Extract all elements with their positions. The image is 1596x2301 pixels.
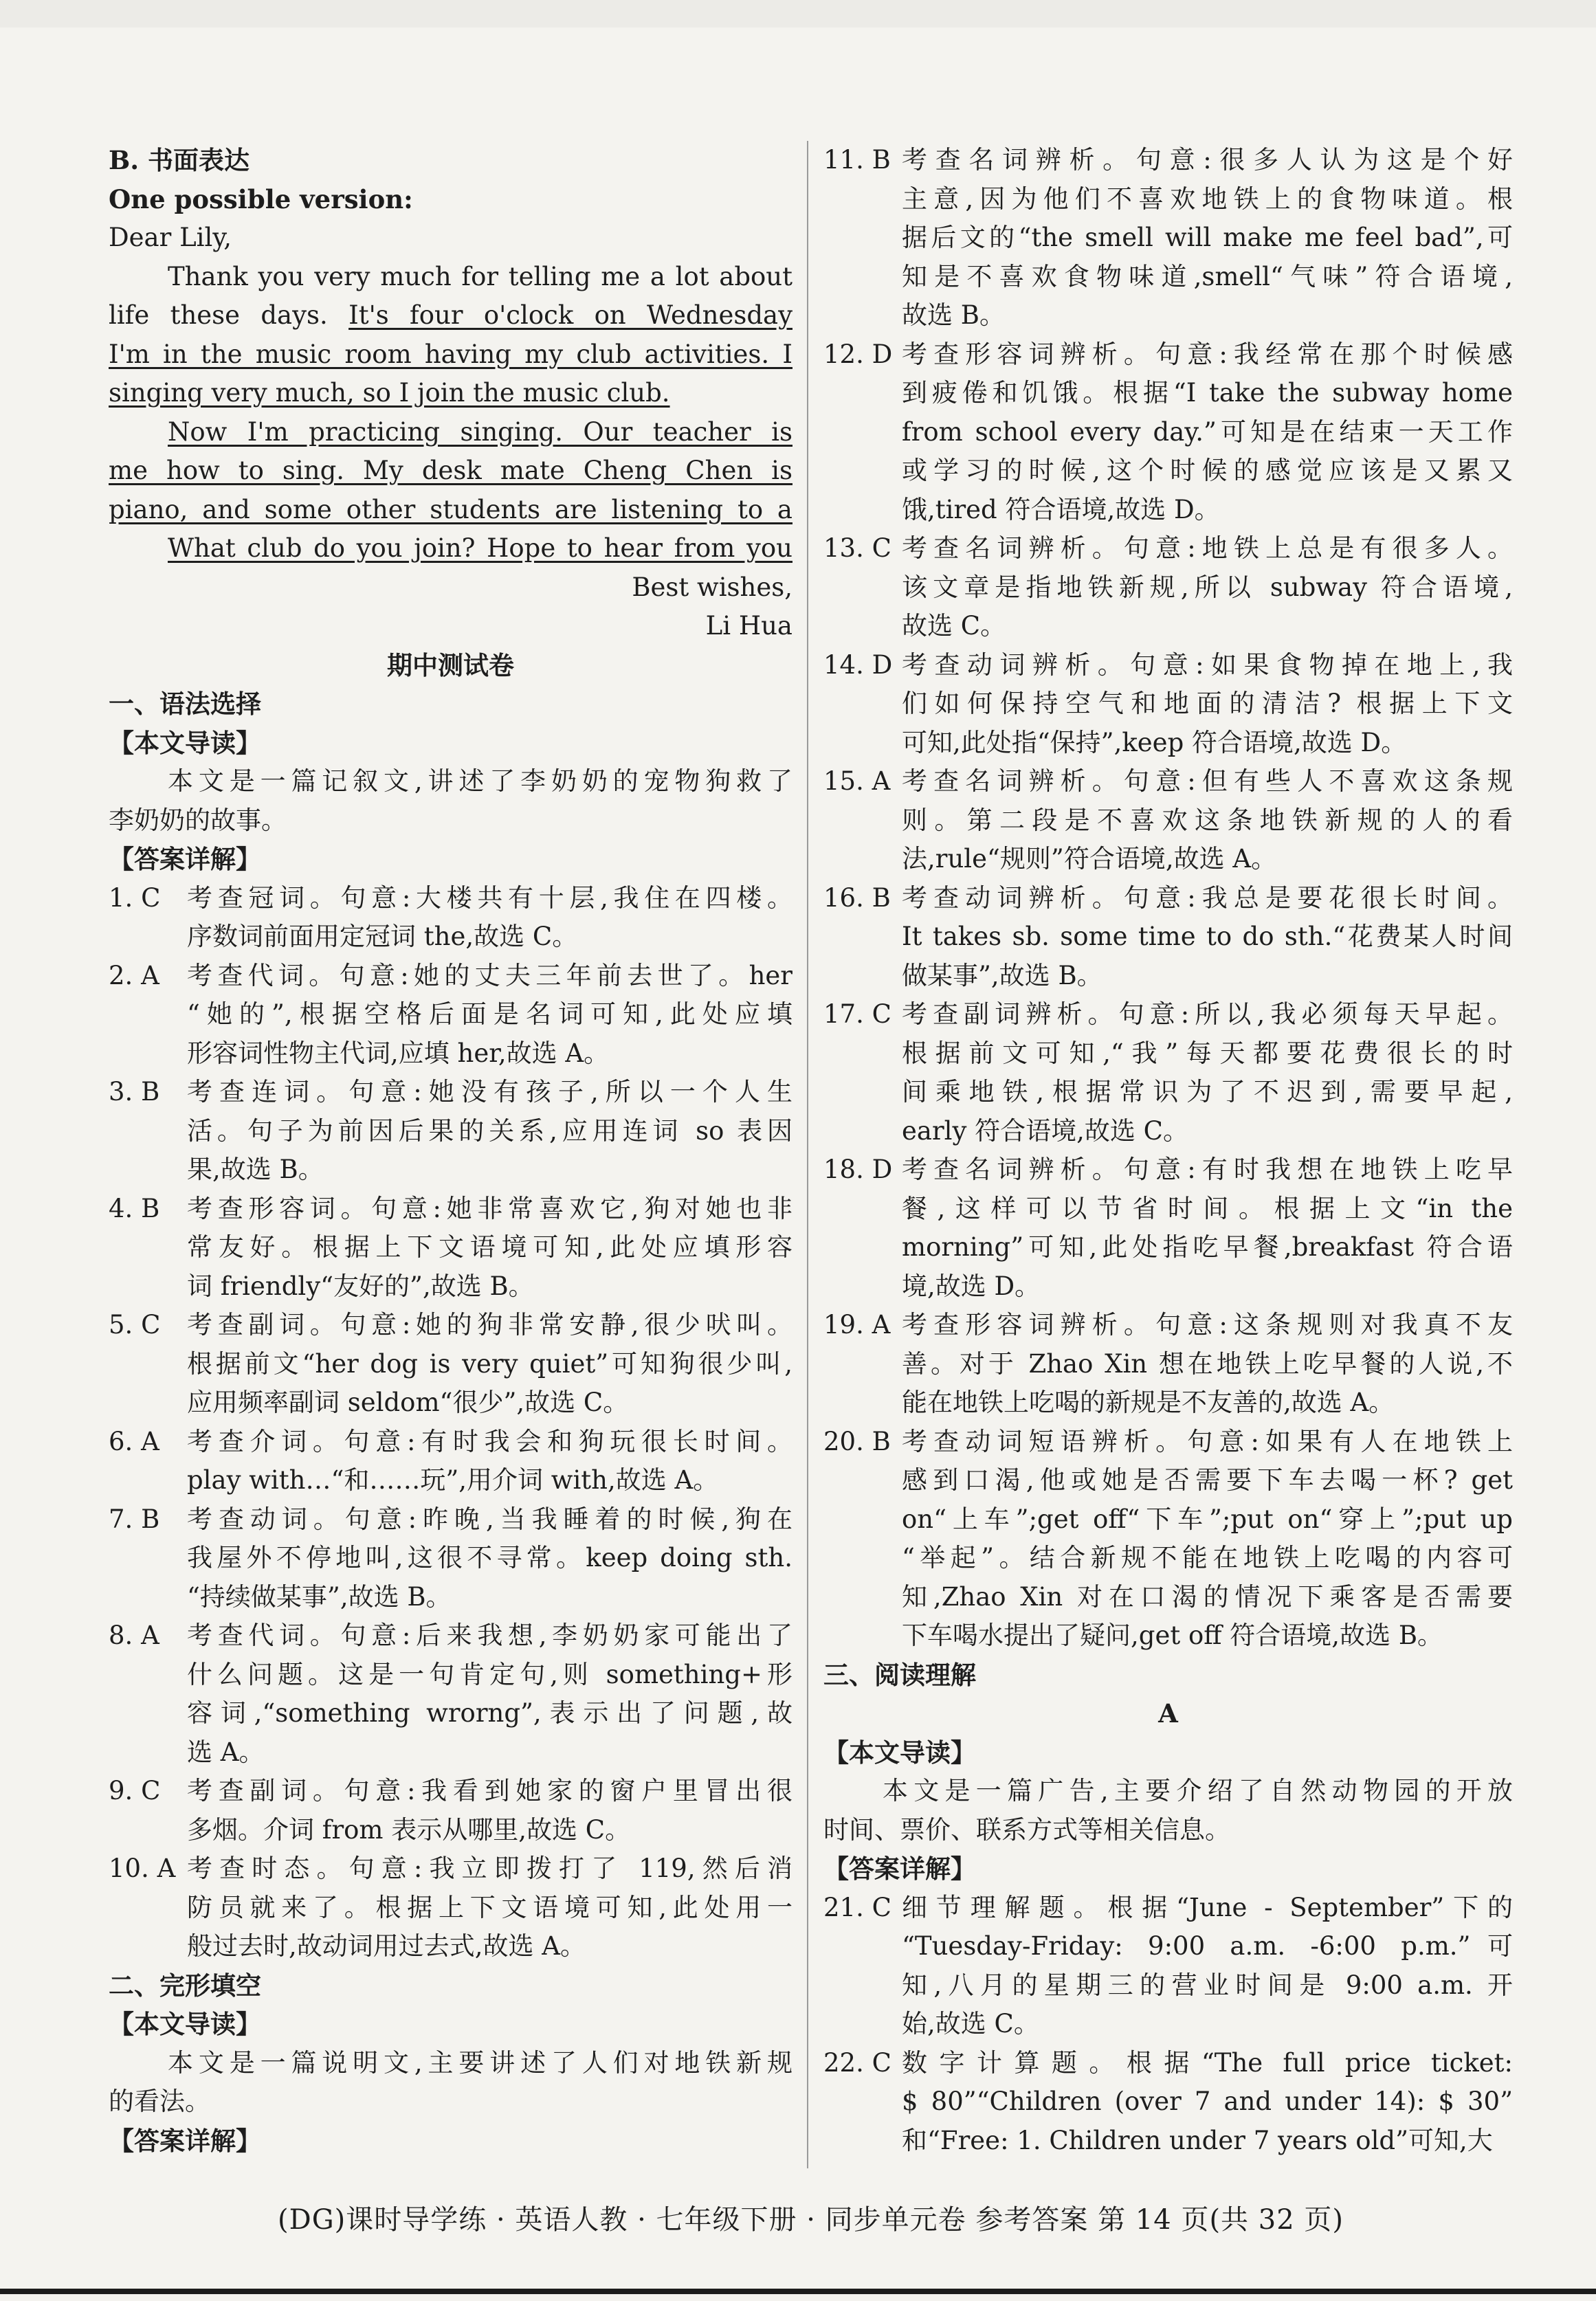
answer-explanation-cont: 般过去时,故动词用过去式,故选 A。 [187,1931,586,1961]
answer-explanation: 考查代词。句意:后来我想,李奶奶家可能出了 [187,1621,793,1650]
answer-explanation-cont: 故选 C。 [902,611,1006,641]
answer-item [823,995,1513,1034]
text-line: 本文是一篇记叙文,讲述了李奶奶的宠物狗救了 [168,766,793,796]
answer-number: 7. B [109,1504,160,1534]
answer-number: 9. C [109,1776,161,1805]
answer-explanation-cont: 做某事”,故选 B。 [902,960,1102,990]
answer-explanation-cont: “Tuesday-Friday: 9:00 a.m. -6:00 p.m.”可 [902,1931,1513,1961]
answer-explanation: 考查形容词。句意:她非常喜欢它,狗对她也非 [187,1193,793,1223]
text-line: Thank you very much for telling me a lot about [168,261,793,291]
underlined-letter-text: singing very much, so I join the music club. [109,378,670,408]
text-line: 期中测试卷 [387,649,514,680]
answer-explanation-cont: 感到口渴,他或她是否需要下车去喝一杯? get [902,1465,1513,1495]
answer-explanation-cont: 法,rule“规则”符合语境,故选 A。 [902,844,1277,874]
answer-explanation-cont: $ 80”“Children (over 7 and under 14): $ 30” [902,2087,1513,2116]
answer-number: 17. C [823,999,891,1029]
answer-explanation: 考查副词。句意:她的狗非常安静,很少吠叫。 [187,1310,793,1340]
answer-item [109,1500,793,1539]
answer-explanation: 考查介词。句意:有时我会和狗玩很长时间。 [187,1426,793,1456]
answer-explanation: 考查动词短语辨析。句意:如果有人在地铁上 [902,1426,1513,1456]
text-line: A [1158,1698,1178,1728]
answer-explanation: 考查形容词辨析。句意:这条规则对我真不友 [902,1310,1513,1340]
underlined-letter-text: Now I'm practicing singing. Our teacher is [168,416,793,447]
answer-item [109,1616,793,1656]
answer-explanation: 考查代词。句意:她的丈夫三年前去世了。her [187,960,793,990]
text-line: 【本文导读】 [109,2009,261,2039]
answer-explanation: 数字计算题。根据“The full price ticket: [902,2047,1513,2078]
underlined-letter-text: What club do you join? Hope to hear from you [168,533,793,563]
text-line: 【答案详解】 [109,844,261,874]
column-divider [807,141,808,2168]
answer-item [823,529,1513,568]
text-line: 【答案详解】 [823,1854,976,1884]
text-line [109,491,793,530]
underlined-letter-text: me how to sing. My desk mate Cheng Chen is [109,456,793,485]
answer-explanation-cont: 始,故选 C。 [902,2009,1039,2038]
answer-item [823,335,1513,375]
answer-explanation: 考查名词辨析。句意:但有些人不喜欢这条规 [902,766,1513,796]
answer-explanation-cont: 则。第二段是不喜欢这条地铁新规的人的看 [902,805,1513,835]
answer-explanation-cont: 主意,因为他们不喜欢地铁上的食物味道。根 [902,184,1513,214]
answer-explanation: 考查动词辨析。句意:如果食物掉在地上,我 [902,649,1513,680]
answer-number: 2. A [109,960,159,990]
answer-explanation-cont: 故选 B。 [902,300,1005,330]
answer-explanation-cont: 常友好。根据上下文语境可知,此处应填形容 [187,1232,793,1262]
answer-explanation-cont: 能在地铁上吃喝的新规是不友善的,故选 A。 [902,1388,1395,1417]
answer-explanation: 考查副词辨析。句意:所以,我必须每天早起。 [902,999,1513,1029]
answer-explanation: 考查副词。句意:我看到她家的窗户里冒出很 [187,1776,793,1805]
text-line: Li Hua [705,611,793,641]
underlined-letter-text: It's four o'clock on Wednesday [348,300,793,330]
answer-explanation: 细节理解题。根据“June - September”下的 [902,1892,1513,1922]
answer-number: 8. A [109,1621,159,1650]
answer-explanation-cont: 多烟。介词 from 表示从哪里,故选 C。 [187,1814,631,1845]
answer-number: 15. A [823,766,891,796]
answer-explanation-cont: 形容词性物主代词,应填 her,故选 A。 [187,1038,610,1068]
answer-explanation-cont: 饿,tired 符合语境,故选 D。 [902,494,1220,524]
answer-number: 10. A [109,1854,176,1883]
answer-explanation: 考查名词辨析。句意:地铁上总是有很多人。 [902,533,1513,563]
answer-item [823,1423,1513,1462]
answer-explanation-cont: 下车喝水提出了疑问,get off 符合语境,故选 B。 [902,1621,1443,1650]
letter-text: life these days. [109,300,349,330]
text-line [109,296,793,335]
answer-explanation-cont: 果,故选 B。 [187,1155,324,1184]
answer-number: 19. A [823,1310,891,1340]
answer-explanation: 考查名词辨析。句意:有时我想在地铁上吃早 [902,1155,1513,1184]
text-line [109,335,793,375]
answer-item [109,1190,793,1229]
answer-explanation-cont: 据后文的“the smell will make me feel bad”,可 [902,223,1513,252]
text-line [109,452,793,491]
answer-item [823,141,1513,180]
answer-item [823,762,1513,801]
answer-number: 4. B [109,1193,160,1223]
answer-explanation-cont: 可知,此处指“保持”,keep 符合语境,故选 D。 [902,727,1407,757]
answer-explanation: 考查连词。句意:她没有孩子,所以一个人生 [187,1077,793,1107]
underlined-letter-text: I'm in the music room having my club activities. I [109,339,793,369]
text-line: 【本文导读】 [823,1737,976,1768]
answer-item [823,879,1513,918]
text-line: 一、语法选择 [109,689,261,719]
answer-number: 21. C [823,1892,891,1922]
answer-explanation-cont: 我屋外不停地叫,这很不寻常。keep doing sth. [187,1543,793,1572]
answer-item [109,879,793,918]
answer-explanation-cont: morning”可知,此处指吃早餐,breakfast 符合语 [902,1232,1513,1262]
text-line: 本文是一篇广告,主要介绍了自然动物园的开放 [883,1776,1513,1805]
answer-item [823,1306,1513,1345]
answer-explanation-cont: “举起”。结合新规不能在地铁上吃喝的内容可 [902,1543,1513,1572]
page-footer: (DG)课时导学练 · 英语人教 · 七年级下册 · 同步单元卷 参考答案 第 14 页(共 32 页) [278,2204,1344,2236]
answer-explanation-cont: 容词,“something wrorng”,表示出了问题,故 [187,1698,793,1728]
text-line: Best wishes, [632,572,793,602]
text-line: Dear Lily, [109,223,232,252]
right-column [823,141,1513,2160]
answer-explanation-cont: 善。对于 Zhao Xin 想在地铁上吃早餐的人说,不 [902,1348,1513,1379]
answer-number: 12. D [823,339,893,369]
page-top-shade [0,0,1596,27]
answer-item [823,1150,1513,1190]
answer-explanation-cont: early 符合语境,故选 C。 [902,1115,1188,1146]
text-line: 时间、票价、联系方式等相关信息。 [823,1814,1230,1845]
answer-number: 6. A [109,1426,159,1456]
text-line: 二、完形填空 [109,1970,261,2001]
answer-item [109,1073,793,1112]
answer-explanation: 考查冠词。句意:大楼共有十层,我住在四楼。 [187,882,793,913]
answer-number: 22. C [823,2047,891,2078]
answer-explanation-cont: 选 A。 [187,1737,265,1767]
text-line: 的看法。 [109,2087,210,2116]
text-line: 李奶奶的故事。 [109,805,287,835]
answer-explanation: 考查动词。句意:昨晚,当我睡着的时候,狗在 [187,1504,793,1534]
answer-item [823,2044,1513,2083]
left-column [109,141,793,2160]
answer-item [109,1772,793,1811]
answer-number: 14. D [823,649,893,680]
answer-number: 5. C [109,1310,161,1340]
answer-explanation-cont: 防员就来了。根据上下文语境可知,此处用一 [187,1892,793,1922]
answer-explanation-cont: 知,八月的星期三的营业时间是 9:00 a.m. 开 [902,1970,1513,2000]
answer-explanation-cont: 知是不喜欢食物味道,smell“气味”符合语境, [902,261,1513,291]
answer-number: 18. D [823,1155,893,1184]
text-line [109,529,793,568]
answer-explanation-cont: 们如何保持空气和地面的清洁? 根据上下文 [902,689,1513,718]
answer-explanation-cont: “她的”,根据空格后面是名词可知,此处应填 [187,999,793,1029]
underlined-letter-text: piano, and some other students are listening to a [109,494,793,524]
text-line: 【本文导读】 [109,727,261,758]
answer-explanation-cont: 词 friendly“友好的”,故选 B。 [187,1271,534,1301]
text-line [109,374,793,413]
answer-explanation-cont: 和“Free: 1. Children under 7 years old”可知,大 [902,2125,1493,2155]
text-line: 本文是一篇说明文,主要讲述了人们对地铁新规 [168,2047,793,2078]
answer-item [109,957,793,996]
answer-item [109,1849,793,1889]
answer-explanation-cont: 知,Zhao Xin 对在口渴的情况下乘客是否需要 [902,1581,1513,1612]
answer-explanation: 考查时态。句意:我立即拨打了 119,然后消 [187,1854,793,1883]
answer-item [109,1306,793,1345]
answer-explanation-cont: play with…“和……玩”,用介词 with,故选 A。 [187,1465,719,1495]
answer-explanation-cont: 到疲倦和饥饿。根据“I take the subway home [902,378,1513,408]
answer-explanation-cont: 根据前文可知,“我”每天都要花费很长的时 [902,1038,1513,1068]
answer-number: 20. B [823,1426,891,1456]
answer-explanation-cont: on“上车”;get off“下车”;put on“穿上”;put up [902,1504,1513,1534]
answer-explanation-cont: from school every day.”可知是在结束一天工作 [902,416,1513,447]
answer-explanation: 考查名词辨析。句意:很多人认为这是个好 [902,145,1513,175]
answer-item [823,1889,1513,1928]
text-line: 【答案详解】 [109,2125,261,2156]
answer-number: 13. C [823,533,891,563]
answer-explanation: 考查动词辨析。句意:我总是要花很长时间。 [902,882,1513,913]
answer-explanation-cont: 根据前文“her dog is very quiet”可知狗很少叫, [187,1348,793,1379]
answer-number: 11. B [823,145,891,175]
answer-explanation-cont: 该文章是指地铁新规,所以 subway 符合语境, [902,572,1513,602]
answer-explanation-cont: 应用频率副词 seldom“很少”,故选 C。 [187,1388,629,1417]
answer-explanation-cont: 什么问题。这是一句肯定句,则 something+形 [187,1659,793,1689]
text-line: B. 书面表达 [109,145,250,175]
answer-explanation-cont: “持续做某事”,故选 B。 [187,1581,452,1612]
answer-number: 3. B [109,1077,160,1107]
answer-item [823,646,1513,685]
answer-explanation-cont: It takes sb. some time to do sth.“花费某人时间 [902,922,1513,951]
bottom-rule [0,2289,1596,2294]
answer-explanation-cont: 餐,这样可以节省时间。根据上文“in the [902,1193,1513,1223]
text-line [109,413,793,452]
answer-explanation-cont: 活。句子为前因后果的关系,应用连词 so 表因 [187,1115,793,1146]
text-line: One possible version: [109,184,413,214]
answer-explanation-cont: 间乘地铁,根据常识为了不迟到,需要早起, [902,1077,1513,1107]
answer-number: 1. C [109,882,161,913]
answer-item [109,1423,793,1462]
answer-explanation-cont: 境,故选 D。 [902,1271,1041,1301]
answer-explanation-cont: 序数词前面用定冠词 the,故选 C。 [187,922,578,951]
answer-explanation: 考查形容词辨析。句意:我经常在那个时候感 [902,339,1513,369]
text-line: 三、阅读理解 [823,1659,976,1690]
answer-number: 16. B [823,882,891,913]
answer-explanation-cont: 或学习的时候,这个时候的感觉应该是又累又 [902,456,1513,485]
